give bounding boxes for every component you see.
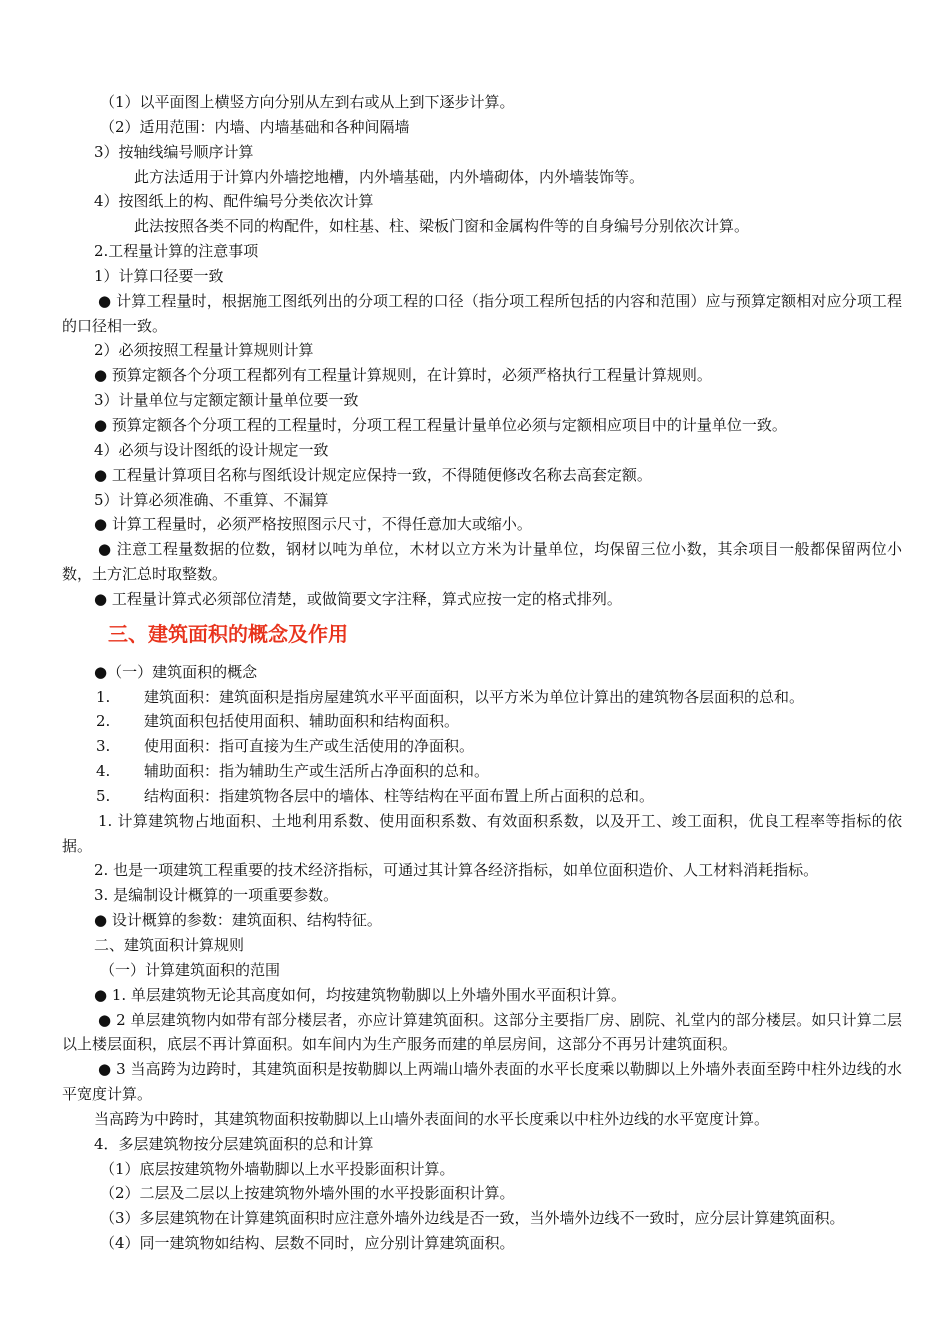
item-text: 使用面积：指可直接为生产或生活使用的净面积。 xyxy=(144,737,475,756)
text-paragraph: 1. 计算建筑物占地面积、土地利用系数、使用面积系数、有效面积系数，以及开工、竣工面积，优良工程率等指标的依据。 xyxy=(62,811,902,855)
item-text: 结构面积：指建筑物各层中的墙体、柱等结构在平面布置上所占面积的总和。 xyxy=(144,786,655,805)
bullet-paragraph: ● 计算工程量时，根据施工图纸列出的分项工程的口径（指分项工程所包括的内容和范围）应与预算定额相对应分项工程的口径相一致。 xyxy=(62,291,902,335)
subheading: ●（一）建筑面积的概念 xyxy=(94,662,258,681)
numbered-item xyxy=(62,784,902,809)
subheading: （一）计算建筑面积的范围 xyxy=(100,960,281,979)
section-heading: 三、建筑面积的概念及作用 xyxy=(108,621,348,646)
bullet-paragraph: ● 3 当高跨为边跨时，其建筑面积是按勒脚以上两端山墙外表面的水平长度乘以勒脚以上外墙外表面至跨中柱外边线的水平宽度计算。 xyxy=(62,1060,902,1104)
subheading: 二、建筑面积计算规则 xyxy=(94,936,245,954)
text-line: （3）多层建筑物在计算建筑面积时应注意外墙外边线是否一致，当外墙外边线不一致时，应分层计算建筑面积。 xyxy=(100,1209,845,1228)
text-line: 4）必须与设计图纸的设计规定一致 xyxy=(94,440,329,459)
text-line: 3）按轴线编号顺序计算 xyxy=(94,142,254,161)
item-text: 建筑面积包括使用面积、辅助面积和结构面积。 xyxy=(144,712,460,731)
bullet-line: ● 预算定额各个分项工程的工程量时，分项工程工程量计量单位必须与定额相应项目中的计量单位一致。 xyxy=(94,415,787,434)
item-number: 1. xyxy=(96,687,111,706)
text-line: 4）按图纸上的构、配件编号分类依次计算 xyxy=(94,192,374,211)
item-text: 辅助面积：指为辅助生产或生活所占净面积的总和。 xyxy=(144,762,490,781)
document-page xyxy=(62,90,902,1256)
item-number: 2. xyxy=(96,712,111,731)
text-line: 2）必须按照工程量计算规则计算 xyxy=(94,341,314,360)
item-number: 4. xyxy=(96,762,111,781)
text-line: 此法按照各类不同的构配件，如柱基、柱、梁板门窗和金属构件等的自身编号分别依次计算。 xyxy=(134,217,750,236)
text-line: 2. 也是一项建筑工程重要的技术经济指标，可通过其计算各经济指标，如单位面积造价、人工材料消耗指标。 xyxy=(94,861,819,880)
text-line: 3）计量单位与定额定额计量单位要一致 xyxy=(94,391,359,410)
bullet-line: ● 预算定额各个分项工程都列有工程量计算规则，在计算时，必须严格执行工程量计算规则。 xyxy=(94,366,712,385)
bullet-line: ● 1. 单层建筑物无论其高度如何，均按建筑物勒脚以上外墙外围水平面积计算。 xyxy=(94,985,626,1004)
bullet-paragraph: ● 注意工程量数据的位数，钢材以吨为单位，木材以立方米为计量单位，均保留三位小数，其余项目一般都保留两位小数，土方汇总时取整数。 xyxy=(62,540,902,584)
text-line: 此方法适用于计算内外墙挖地槽，内外墙基础，内外墙砌体，内外墙装饰等。 xyxy=(134,167,645,186)
bullet-line: ● 工程量计算项目名称与图纸设计规定应保持一致，不得随便修改名称去高套定额。 xyxy=(94,465,652,484)
item-number: 5. xyxy=(96,786,111,805)
numbered-item xyxy=(62,734,902,759)
text-line: （1）以平面图上横竖方向分别从左到右或从上到下逐步计算。 xyxy=(100,93,515,111)
bullet-paragraph: ● 2 单层建筑物内如带有部分楼层者，亦应计算建筑面积。这部分主要指厂房、剧院、礼堂内的部分楼层。如只计算二层以上楼层面积，底层不再计算面积。如车间内为生产服务而建的单层房间，这部分不再另计建筑面积。 xyxy=(62,1010,902,1054)
bullet-line: ● 设计概算的参数：建筑面积、结构特征。 xyxy=(94,911,382,930)
bullet-line: ● 计算工程量时，必须严格按照图示尺寸，不得任意加大或缩小。 xyxy=(94,515,532,534)
numbered-item xyxy=(62,685,902,710)
text-line: （2）二层及二层以上按建筑物外墙外围的水平投影面积计算。 xyxy=(100,1184,515,1203)
bullet-line: ● 工程量计算式必须部位清楚，或做简要文字注释，算式应按一定的格式排列。 xyxy=(94,589,622,608)
text-line: 3. 是编制设计概算的一项重要参数。 xyxy=(94,886,339,905)
text-line: 当高跨为中跨时，其建筑物面积按勒脚以上山墙外表面间的水平长度乘以中柱外边线的水平宽度计算。 xyxy=(94,1109,770,1128)
text-line: 1）计算口径要一致 xyxy=(94,266,224,285)
text-line: 5）计算必须准确、不重算、不漏算 xyxy=(94,490,329,509)
numbered-item xyxy=(62,759,902,784)
text-line: 2.工程量计算的注意事项 xyxy=(94,242,259,261)
text-line: （4）同一建筑物如结构、层数不同时，应分别计算建筑面积。 xyxy=(100,1234,515,1253)
text-line: （2）适用范围：内墙、内墙基础和各种间隔墙 xyxy=(100,117,410,136)
item-text: 建筑面积：建筑面积是指房屋建筑水平平面面积，以平方米为单位计算出的建筑物各层面积的总和。 xyxy=(144,687,805,706)
subheading: 4．多层建筑物按分层建筑面积的总和计算 xyxy=(94,1134,374,1153)
item-number: 3. xyxy=(96,737,111,756)
numbered-item xyxy=(62,709,902,734)
text-line: （1）底层按建筑物外墙勒脚以上水平投影面积计算。 xyxy=(100,1159,455,1178)
